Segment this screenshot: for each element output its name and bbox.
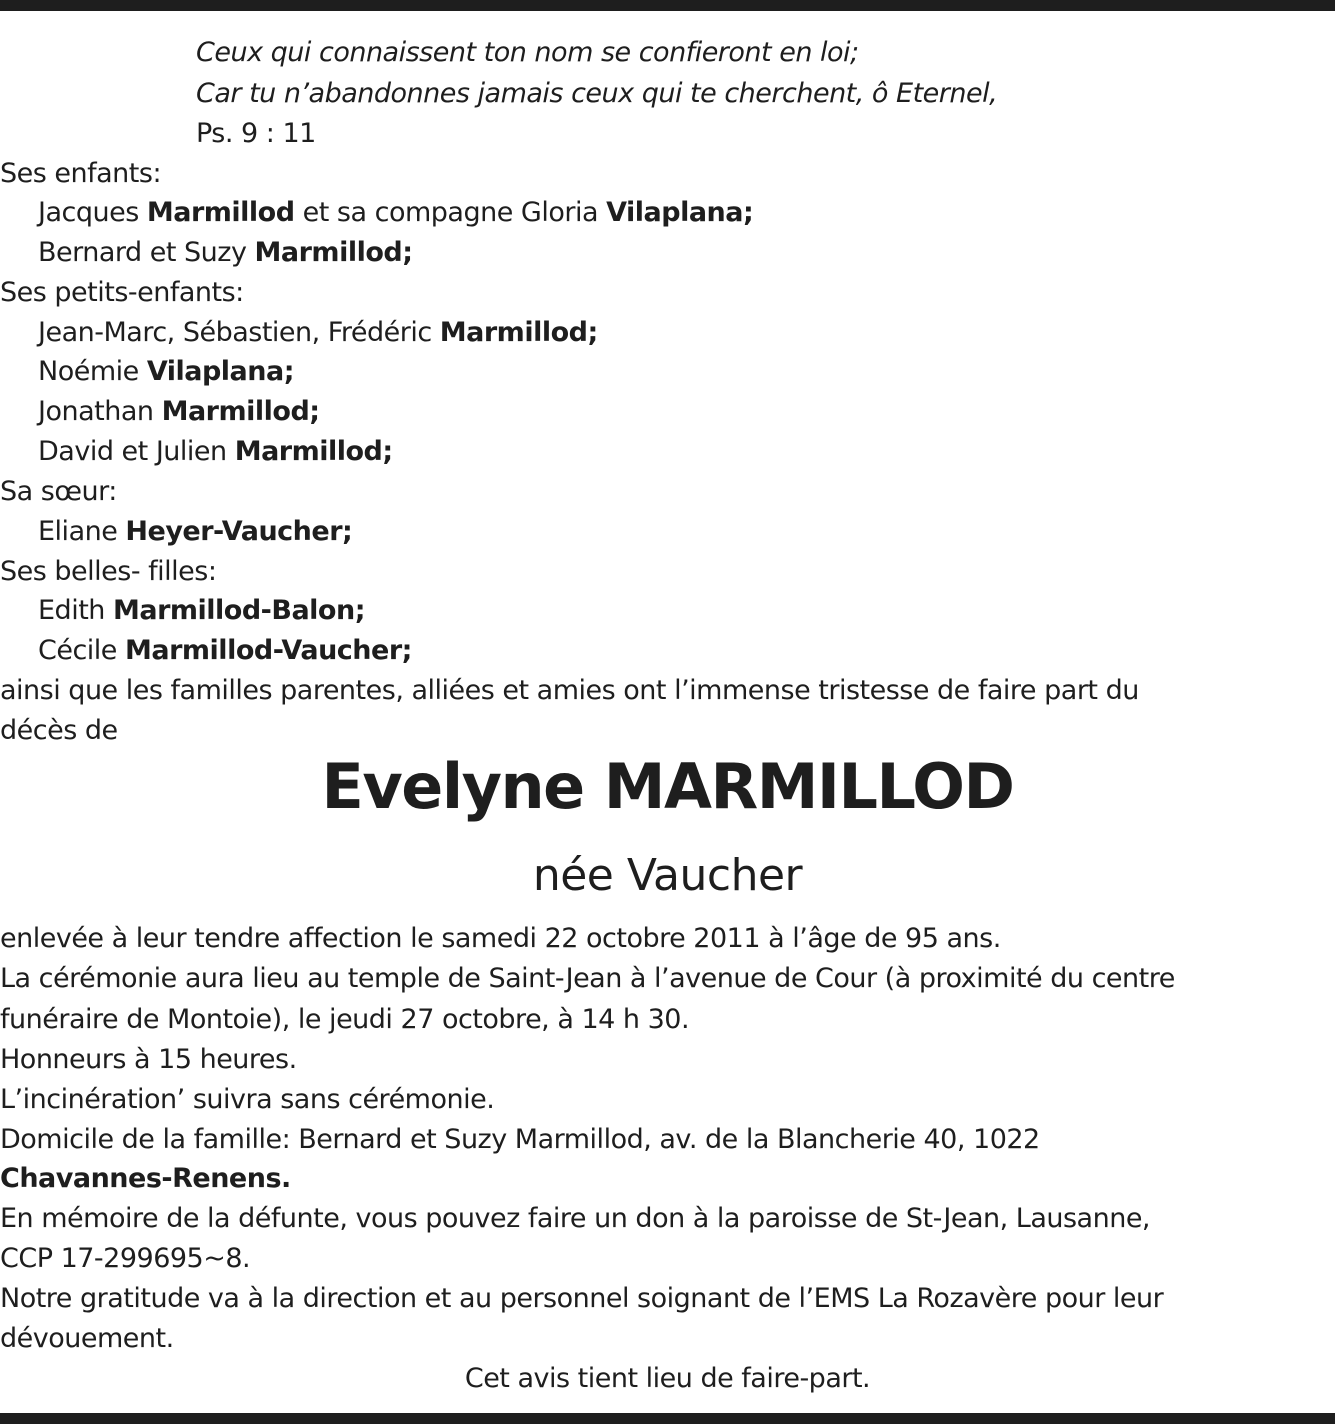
epigraph-reference: Ps. 9 : 11 — [196, 118, 316, 149]
deceased-name: Evelyne MARMILLOD — [321, 750, 1014, 823]
top-border-rule — [0, 0, 1335, 11]
daughter-in-law-entry — [38, 631, 412, 671]
surname: Marmillod-Balon; — [112, 595, 365, 626]
announcement-line-2: décès de — [0, 715, 118, 746]
given-names: Eliane — [38, 516, 126, 547]
grandchild-entry — [38, 313, 598, 353]
surname: Marmillod; — [254, 237, 413, 268]
ceremony-line-2: funéraire de Montoie), le jeudi 27 octobre, à 14 h 30. — [0, 1004, 690, 1035]
epigraph-line-1: Ceux qui connaissent ton nom se confieront en loi; — [196, 37, 859, 68]
daughters-in-law-heading: Ses belles- filles: — [0, 556, 217, 587]
grandchildren-heading: Ses petits-enfants: — [0, 277, 244, 308]
cremation-line: L’incinération’ suivra sans cérémonie. — [0, 1084, 495, 1115]
surname: Marmillod; — [439, 317, 598, 348]
footer-note: Cet avis tient lieu de faire-part. — [464, 1363, 871, 1394]
given-names: Jacques — [38, 197, 147, 228]
domicile-line-1: Domicile de la famille: Bernard et Suzy Marmillod, av. de la Blancherie 40, 1022 — [0, 1124, 1040, 1155]
announcement-line-1: ainsi que les familles parentes, alliées et amies ont l’immense tristesse de faire part du — [0, 675, 1139, 706]
given-names: David et Julien — [38, 436, 235, 467]
child-entry — [38, 233, 413, 273]
daughter-in-law-entry — [38, 591, 365, 631]
grandchild-entry — [38, 392, 320, 432]
deceased-maiden-name: née Vaucher — [532, 850, 803, 901]
grandchild-entry — [38, 432, 393, 472]
given-names: Bernard et Suzy — [38, 237, 255, 268]
given-names: Jonathan — [38, 396, 162, 427]
surname: Marmillod; — [161, 396, 320, 427]
death-details: enlevée à leur tendre affection le samedi 22 octobre 2011 à l’âge de 95 ans. — [0, 923, 1001, 954]
memory-line-1: En mémoire de la défunte, vous pouvez faire un don à la paroisse de St-Jean, Lausanne, — [0, 1203, 1151, 1234]
honours-line: Honneurs à 15 heures. — [0, 1044, 297, 1075]
sister-entry — [38, 512, 352, 552]
surname: Marmillod-Vaucher; — [125, 635, 412, 666]
surname: Marmillod — [146, 197, 295, 228]
memory-line-2: CCP 17-299695~8. — [0, 1243, 251, 1274]
gratitude-line-2: dévouement. — [0, 1323, 174, 1354]
child-entry — [38, 193, 753, 233]
surname: Marmillod; — [234, 436, 393, 467]
grandchild-entry — [38, 352, 294, 392]
given-names: Cécile — [38, 635, 126, 666]
gratitude-line-1: Notre gratitude va à la direction et au personnel soignant de l’EMS La Rozavère pour leur — [0, 1283, 1164, 1314]
ceremony-line-1: La cérémonie aura lieu au temple de Saint-Jean à l’avenue de Cour (à proximité du centre — [0, 963, 1175, 994]
domicile-line-2: Chavannes-Renens. — [0, 1163, 291, 1194]
surname: Vilaplana; — [146, 356, 295, 387]
epigraph-line-2: Car tu n’abandonnes jamais ceux qui te cherchent, ô Eternel, — [196, 78, 998, 109]
sister-heading: Sa sœur: — [0, 476, 117, 507]
surname: Heyer-Vaucher; — [125, 516, 353, 547]
surname: Vilaplana; — [606, 197, 754, 228]
given-names: Edith — [38, 595, 113, 626]
relation-text: et sa compagne Gloria — [294, 197, 607, 228]
given-names: Jean-Marc, Sébastien, Frédéric — [38, 317, 440, 348]
bottom-border-rule — [0, 1413, 1335, 1424]
children-heading: Ses enfants: — [0, 158, 162, 189]
given-names: Noémie — [38, 356, 147, 387]
